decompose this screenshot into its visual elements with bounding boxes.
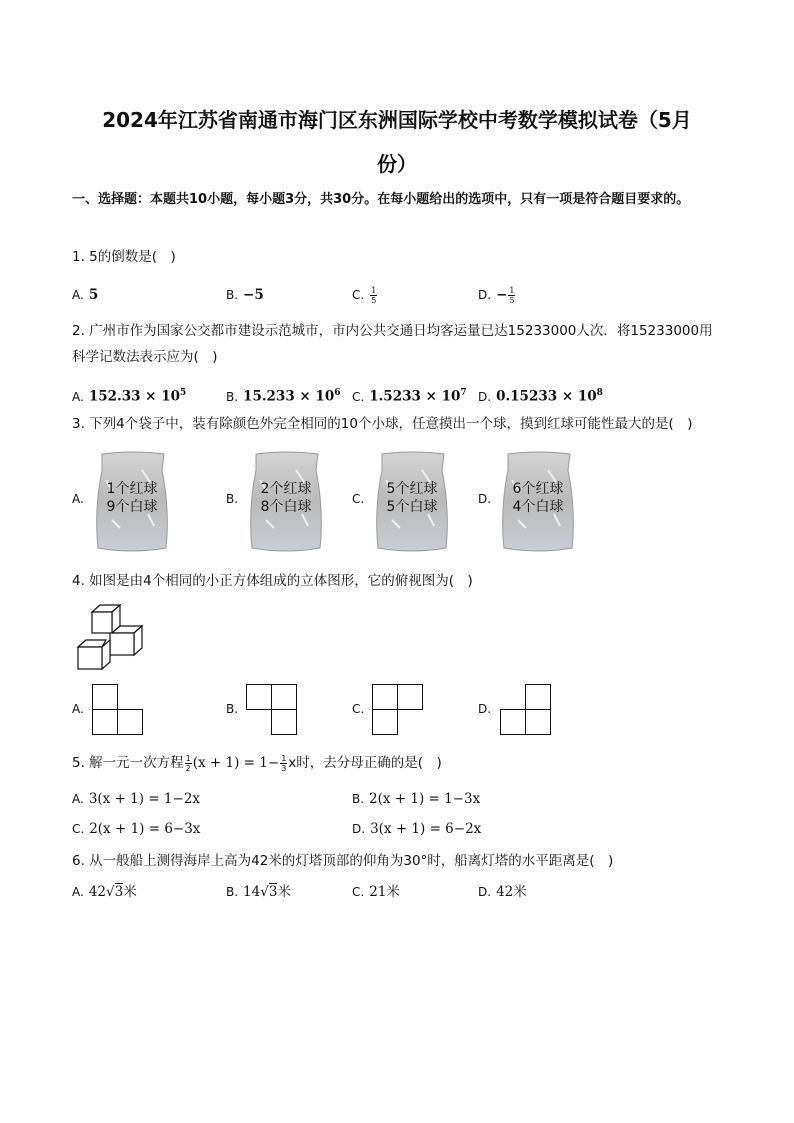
option-label: C.	[352, 492, 365, 506]
radicand: 3	[268, 884, 278, 900]
question-3-stem: 3. 下列4个袋子中，装有除颜色外完全相同的10个小球，任意摸出一个球，摸到红球可能性最大的是( )	[72, 416, 693, 432]
option-c	[72, 816, 200, 842]
numerator: 1	[509, 286, 515, 295]
question-5-options-row-1	[72, 786, 732, 812]
option-label: C.	[352, 288, 365, 302]
sqrt-symbol: √	[106, 884, 115, 900]
denominator: 5	[371, 296, 377, 305]
view-option-c	[352, 684, 472, 740]
option-value: 15.233 × 10	[243, 388, 335, 405]
minus-sign: −	[496, 287, 508, 303]
option-label: D.	[478, 288, 492, 302]
page-title	[70, 98, 724, 186]
white-ball-count: 5个白球	[386, 499, 438, 515]
grid-cell	[500, 709, 526, 735]
fraction	[508, 286, 515, 305]
title-line-1: 2024年江苏省南通市海门区东洲国际学校中考数学模拟试卷（5月	[102, 108, 692, 132]
exponent: 5	[179, 388, 187, 398]
question-4-stem: 4. 如图是由4个相同的小正方体组成的立体图形，它的俯视图为( )	[72, 573, 473, 589]
white-ball-count: 4个白球	[512, 499, 564, 515]
grid-cell	[372, 709, 398, 735]
option-label: B.	[226, 492, 239, 506]
option-label: A.	[72, 792, 84, 806]
stem-math: (x + 1) = 1−	[192, 755, 280, 771]
option-b	[352, 786, 480, 812]
question-6-stem: 6. 从一般船上测得海岸上高为42米的灯塔顶部的仰角为30°时，船离灯塔的水平距离是( )	[72, 853, 614, 869]
bag-label	[372, 480, 452, 516]
option-d	[478, 879, 527, 905]
bag-label	[92, 480, 172, 516]
question-1-stem: 1. 5的倒数是( )	[72, 249, 176, 265]
option-a	[72, 786, 200, 812]
option-label: D.	[478, 389, 492, 404]
question-2-stem: 2. 广州市作为国家公交都市建设示范城市，市内公共交通日均客运量已达15233000人次．将15233000用科学记数法表示应为( )	[72, 323, 713, 365]
option-value: 3(x + 1) = 6−2x	[370, 821, 482, 837]
grid-cell	[525, 684, 551, 710]
white-ball-count: 8个白球	[260, 499, 312, 515]
option-value: 0.15233 × 10	[496, 388, 597, 405]
question-5-stem	[72, 750, 732, 776]
view-option-b	[226, 684, 346, 740]
option-a	[72, 282, 98, 308]
sqrt-symbol: √	[260, 884, 269, 900]
question-2-options	[72, 380, 732, 406]
option-label: C.	[352, 389, 365, 404]
option-value: 3(x + 1) = 1−2x	[88, 791, 201, 807]
option-label: D.	[352, 822, 366, 836]
view-option-a	[72, 684, 192, 740]
fraction	[370, 286, 377, 305]
option-label: D.	[478, 702, 492, 716]
option-value: 21米	[369, 884, 400, 900]
bag-label	[498, 480, 578, 516]
option-c	[352, 879, 400, 905]
stem-text: x时，去分母正确的是( )	[288, 755, 442, 771]
option-value: 152.33 × 10	[88, 388, 180, 405]
red-ball-count: 2个红球	[260, 481, 312, 497]
option-label: A.	[72, 492, 84, 506]
denominator: 2	[185, 763, 191, 773]
question-5-options-row-2	[72, 816, 732, 842]
title-line-2: 份）	[377, 152, 417, 176]
option-label: C.	[352, 885, 365, 899]
option-d	[478, 282, 516, 308]
grid-cell	[372, 684, 398, 710]
option-label: A.	[72, 389, 84, 404]
option-label: A.	[72, 885, 84, 899]
exponent: 8	[596, 388, 603, 398]
cube-solid-figure	[74, 604, 150, 672]
white-ball-count: 9个白球	[106, 499, 158, 515]
grid-cell	[397, 684, 423, 710]
grid-cell	[246, 684, 272, 710]
red-ball-count: 1个红球	[106, 481, 158, 497]
option-a	[72, 380, 186, 410]
option-label: D.	[478, 492, 492, 506]
option-d	[478, 380, 603, 410]
grid-cell	[525, 709, 551, 735]
denominator: 3	[281, 763, 287, 773]
option-b	[226, 879, 291, 905]
radicand: 3	[114, 884, 124, 900]
option-value: 1.5233 × 10	[369, 388, 461, 405]
numerator: 1	[185, 753, 191, 763]
option-label: D.	[478, 885, 492, 899]
option-value: −5	[243, 287, 264, 303]
option-label: B.	[226, 288, 239, 302]
coefficient: 42	[88, 884, 106, 900]
option-label: A.	[72, 702, 84, 716]
option-b	[226, 380, 340, 410]
option-value: 5	[88, 287, 99, 303]
option-value: 2(x + 1) = 1−3x	[369, 791, 481, 807]
denominator: 5	[509, 296, 515, 305]
option-label: A.	[72, 288, 84, 302]
option-c	[352, 282, 378, 308]
option-d	[352, 816, 481, 842]
unit: 米	[277, 884, 291, 900]
exponent: 7	[460, 388, 467, 398]
option-a	[72, 879, 137, 905]
fraction	[185, 754, 192, 773]
fraction	[280, 754, 287, 773]
grid-cell	[117, 709, 143, 735]
bag-label	[246, 480, 326, 516]
coefficient: 14	[243, 884, 261, 900]
option-c	[352, 380, 467, 410]
option-label: B.	[352, 792, 365, 806]
exponent: 6	[334, 388, 341, 398]
unit: 米	[123, 884, 137, 900]
numerator: 1	[371, 286, 377, 295]
numerator: 1	[281, 753, 287, 763]
option-label: B.	[226, 702, 239, 716]
grid-cell	[271, 709, 297, 735]
stem-text: 5. 解一元一次方程	[72, 755, 184, 771]
grid-cell	[92, 709, 118, 735]
red-ball-count: 5个红球	[386, 481, 438, 497]
option-value: 42米	[496, 884, 527, 900]
red-ball-count: 6个红球	[512, 481, 564, 497]
option-label: C.	[72, 822, 85, 836]
grid-cell	[271, 684, 297, 710]
option-value: 2(x + 1) = 6−3x	[89, 821, 201, 837]
question-6-options	[72, 879, 732, 905]
option-b	[226, 282, 264, 308]
option-label: B.	[226, 389, 239, 404]
view-option-d	[478, 684, 598, 740]
option-label: B.	[226, 885, 239, 899]
section-header: 一、选择题：本题共10小题，每小题3分，共30分。在每小题给出的选项中，只有一项是符合题目要求的。	[72, 192, 690, 207]
option-label: C.	[352, 702, 365, 716]
question-1-options	[72, 282, 732, 308]
grid-cell	[92, 684, 118, 710]
